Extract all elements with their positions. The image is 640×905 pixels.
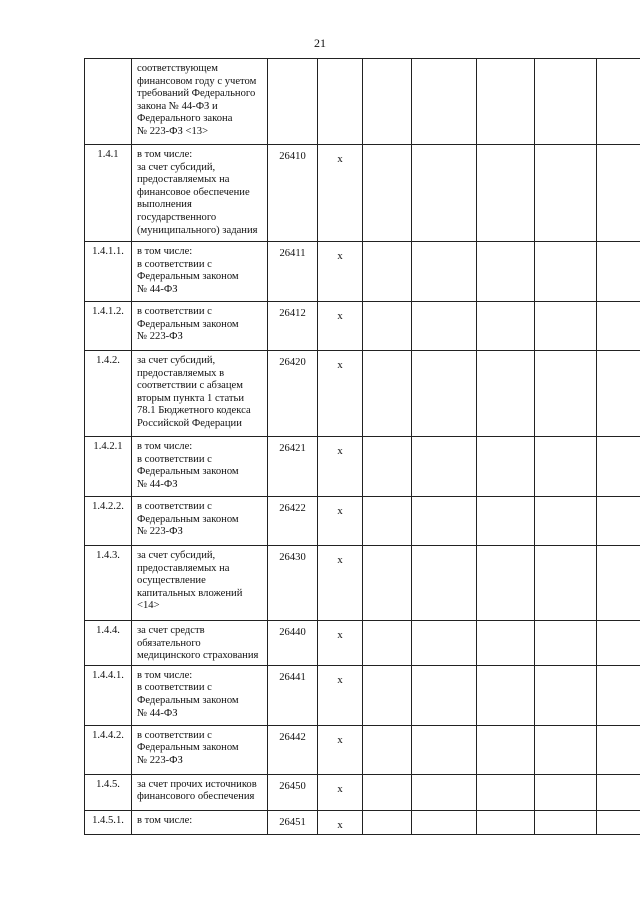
row-description — [132, 242, 268, 302]
description-line: в том числе: — [137, 441, 193, 452]
empty-cell — [363, 546, 412, 621]
empty-cell — [597, 351, 640, 437]
description-line: выполнения — [137, 199, 192, 211]
row-mark: x — [318, 351, 363, 437]
description-line: в соответствии с — [137, 729, 212, 741]
row-mark: x — [318, 725, 363, 774]
description-line: Федеральным законом — [137, 742, 239, 754]
table-row — [85, 302, 640, 351]
row-code: 26422 — [268, 497, 318, 546]
empty-cell — [597, 810, 640, 834]
description-line: в том числе: — [137, 149, 193, 160]
description-line: за счет средств — [137, 625, 205, 636]
row-number: 1.4.2.2. — [85, 497, 132, 546]
description-line: № 223-ФЗ — [137, 754, 183, 766]
row-code: 26421 — [268, 437, 318, 497]
empty-cell — [412, 665, 477, 725]
empty-cell — [535, 497, 597, 546]
row-code: 26420 — [268, 351, 318, 437]
row-description — [132, 810, 268, 834]
row-mark: x — [318, 810, 363, 834]
description-line: в том числе: — [137, 669, 193, 681]
row-number: 1.4.5.1. — [85, 810, 132, 834]
empty-cell — [535, 774, 597, 810]
empty-cell — [477, 621, 535, 666]
data-table — [84, 58, 640, 835]
page-number: 21 — [314, 36, 326, 50]
empty-cell — [535, 725, 597, 774]
description-line: предоставляемых в — [137, 367, 225, 379]
description-line: № 44-ФЗ — [137, 478, 178, 490]
description-line: Федеральным законом — [137, 466, 239, 478]
empty-cell — [477, 59, 535, 145]
empty-cell — [412, 497, 477, 546]
description-line: за счет субсидий, — [137, 161, 216, 173]
description-line: Российской Федерации — [137, 417, 242, 429]
description-line: Федеральным законом — [137, 318, 239, 330]
description-line: в соответствии с — [137, 453, 212, 465]
empty-cell — [477, 351, 535, 437]
empty-cell — [477, 774, 535, 810]
row-code: 26410 — [268, 145, 318, 242]
empty-cell — [597, 497, 640, 546]
row-number: 1.4.1.2. — [85, 302, 132, 351]
row-mark: x — [318, 437, 363, 497]
row-code: 26430 — [268, 546, 318, 621]
empty-cell — [363, 302, 412, 351]
empty-cell — [597, 242, 640, 302]
description-line: № 223-ФЗ — [137, 526, 183, 538]
empty-cell — [363, 810, 412, 834]
description-line: <14> — [137, 600, 160, 612]
description-line: требований Федерального — [137, 88, 256, 100]
description-line: Федеральным законом — [137, 513, 239, 525]
empty-cell — [412, 810, 477, 834]
row-mark: x — [318, 302, 363, 351]
row-mark: x — [318, 497, 363, 546]
row-number — [85, 59, 132, 145]
row-number: 1.4.1.1. — [85, 242, 132, 302]
row-number: 1.4.1 — [85, 145, 132, 242]
description-line: Федеральным законом — [137, 694, 239, 706]
description-line: (муниципального) задания — [137, 224, 258, 236]
description-line: в том числе: — [137, 246, 193, 257]
row-description — [132, 145, 268, 242]
description-line: за счет прочих источников — [137, 778, 257, 790]
table-row — [85, 665, 640, 725]
table-row — [85, 621, 640, 666]
row-mark: x — [318, 621, 363, 666]
empty-cell — [363, 725, 412, 774]
empty-cell — [597, 774, 640, 810]
row-mark: x — [318, 774, 363, 810]
empty-cell — [363, 437, 412, 497]
empty-cell — [597, 59, 640, 145]
row-number: 1.4.4.1. — [85, 665, 132, 725]
row-code — [268, 59, 318, 145]
row-number: 1.4.2.1 — [85, 437, 132, 497]
empty-cell — [412, 242, 477, 302]
empty-cell — [535, 665, 597, 725]
empty-cell — [535, 59, 597, 145]
table-row — [85, 725, 640, 774]
row-code: 26451 — [268, 810, 318, 834]
description-line: в том числе: — [137, 814, 193, 826]
empty-cell — [412, 774, 477, 810]
empty-cell — [363, 774, 412, 810]
empty-cell — [412, 59, 477, 145]
empty-cell — [535, 546, 597, 621]
empty-cell — [363, 621, 412, 666]
empty-cell — [363, 497, 412, 546]
row-number: 1.4.3. — [85, 546, 132, 621]
empty-cell — [477, 546, 535, 621]
empty-cell — [477, 665, 535, 725]
description-line: в соответствии с — [137, 258, 212, 270]
empty-cell — [477, 810, 535, 834]
row-number: 1.4.4.2. — [85, 725, 132, 774]
row-description — [132, 546, 268, 621]
row-code: 26411 — [268, 242, 318, 302]
row-description — [132, 725, 268, 774]
description-line: в соответствии с — [137, 682, 212, 694]
empty-cell — [363, 145, 412, 242]
description-line: предоставляемых на — [137, 562, 230, 574]
description-line: закона № 44-ФЗ и — [137, 100, 218, 112]
empty-cell — [412, 302, 477, 351]
empty-cell — [412, 725, 477, 774]
description-line: Федеральным законом — [137, 271, 239, 283]
row-code: 26412 — [268, 302, 318, 351]
description-line: капитальных вложений — [137, 587, 243, 599]
table-row — [85, 774, 640, 810]
empty-cell — [535, 621, 597, 666]
table-row — [85, 351, 640, 437]
empty-cell — [535, 810, 597, 834]
empty-cell — [363, 242, 412, 302]
description-line: в соответствии с — [137, 306, 212, 317]
empty-cell — [535, 242, 597, 302]
empty-cell — [412, 621, 477, 666]
description-line: № 44-ФЗ — [137, 707, 178, 719]
description-line: Федерального закона — [137, 113, 233, 125]
table-row — [85, 242, 640, 302]
row-description — [132, 497, 268, 546]
empty-cell — [597, 302, 640, 351]
description-line: осуществление — [137, 575, 206, 587]
row-number: 1.4.2. — [85, 351, 132, 437]
empty-cell — [535, 145, 597, 242]
row-description — [132, 774, 268, 810]
empty-cell — [363, 351, 412, 437]
row-number: 1.4.5. — [85, 774, 132, 810]
description-line: № 223-ФЗ — [137, 331, 183, 343]
empty-cell — [412, 437, 477, 497]
row-description — [132, 302, 268, 351]
empty-cell — [597, 665, 640, 725]
description-line: № 44-ФЗ — [137, 283, 178, 295]
empty-cell — [477, 242, 535, 302]
empty-cell — [477, 497, 535, 546]
row-description — [132, 351, 268, 437]
empty-cell — [477, 145, 535, 242]
empty-cell — [477, 725, 535, 774]
table-row — [85, 145, 640, 242]
row-code: 26442 — [268, 725, 318, 774]
row-mark: x — [318, 145, 363, 242]
empty-cell — [597, 145, 640, 242]
description-line: за счет субсидий, — [137, 550, 216, 561]
description-line: обязательного — [137, 637, 201, 649]
row-number: 1.4.4. — [85, 621, 132, 666]
description-line: финансовом году с учетом — [137, 75, 257, 87]
row-code: 26440 — [268, 621, 318, 666]
description-line: в соответствии с — [137, 501, 212, 512]
row-description — [132, 59, 268, 145]
empty-cell — [363, 59, 412, 145]
description-line: вторым пункта 1 статьи — [137, 392, 245, 404]
empty-cell — [535, 302, 597, 351]
row-mark: x — [318, 242, 363, 302]
description-line: финансового обеспечения — [137, 791, 255, 803]
row-code: 26450 — [268, 774, 318, 810]
empty-cell — [535, 437, 597, 497]
row-description — [132, 437, 268, 497]
empty-cell — [477, 302, 535, 351]
description-line: № 223-ФЗ <13> — [137, 125, 209, 137]
description-line: финансовое обеспечение — [137, 186, 250, 198]
empty-cell — [597, 546, 640, 621]
description-line: государственного — [137, 211, 217, 223]
empty-cell — [597, 725, 640, 774]
empty-cell — [412, 546, 477, 621]
table-row — [85, 59, 640, 145]
table-row — [85, 810, 640, 834]
row-description — [132, 665, 268, 725]
description-line: соответствующем — [137, 63, 218, 74]
row-mark: x — [318, 546, 363, 621]
row-code: 26441 — [268, 665, 318, 725]
description-line: медицинского страхования — [137, 650, 259, 662]
row-mark — [318, 59, 363, 145]
table-row — [85, 437, 640, 497]
table-row — [85, 546, 640, 621]
empty-cell — [363, 665, 412, 725]
empty-cell — [535, 351, 597, 437]
table-row — [85, 497, 640, 546]
description-line: предоставляемых на — [137, 174, 230, 186]
empty-cell — [412, 145, 477, 242]
description-line: 78.1 Бюджетного кодекса — [137, 405, 251, 417]
description-line: за счет субсидий, — [137, 355, 216, 366]
description-line: соответствии с абзацем — [137, 380, 243, 392]
empty-cell — [477, 437, 535, 497]
row-description — [132, 621, 268, 666]
empty-cell — [412, 351, 477, 437]
empty-cell — [597, 437, 640, 497]
row-mark: x — [318, 665, 363, 725]
empty-cell — [597, 621, 640, 666]
